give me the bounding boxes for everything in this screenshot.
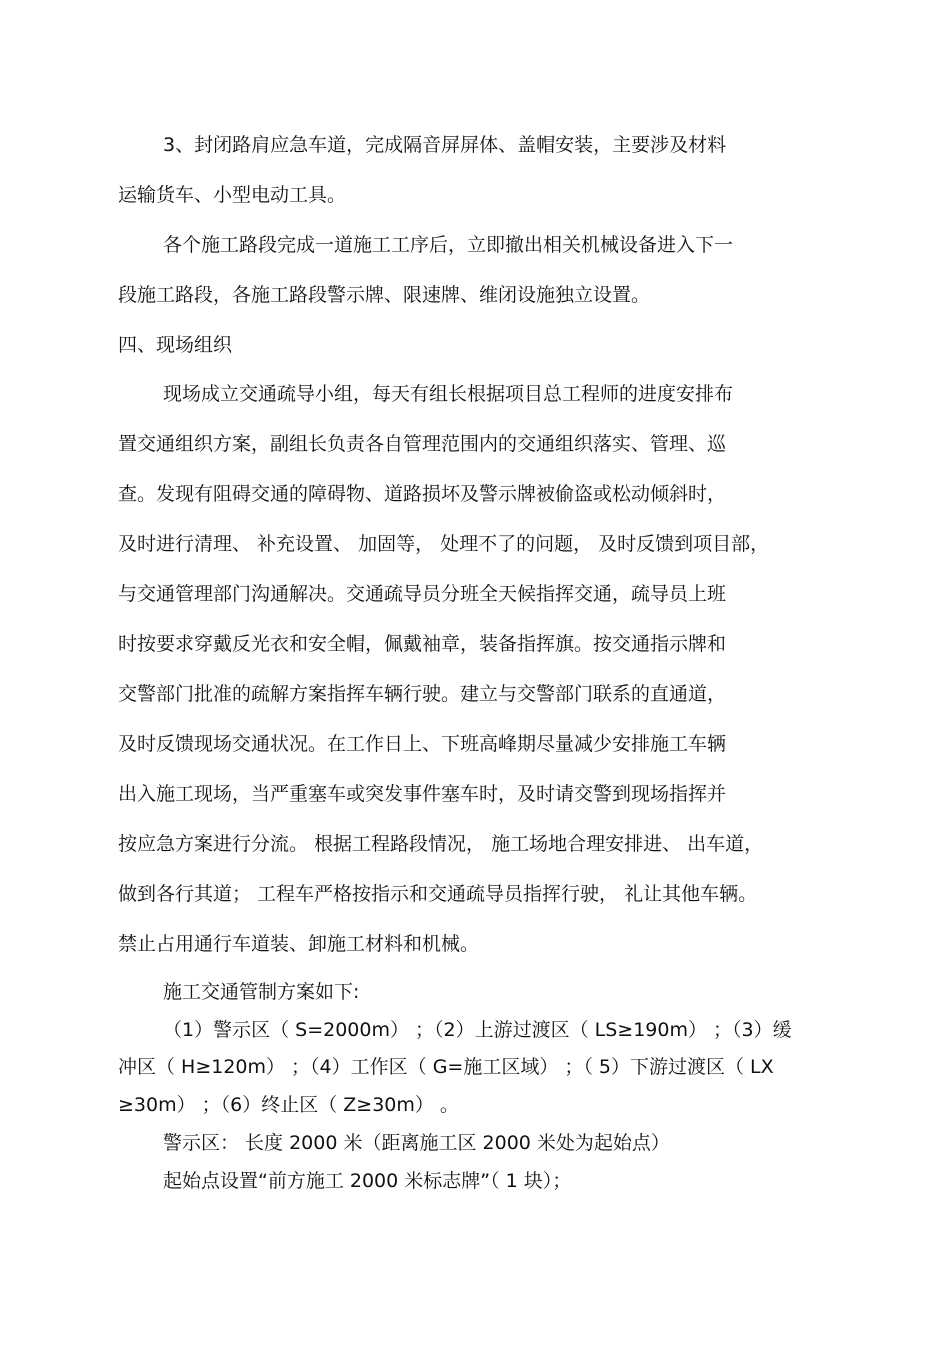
paragraph-line: 及时进行清理、 补充设置、 加固等， 处理不了的问题， 及时反馈到项目部， [118,533,770,555]
paragraph-line: 出入施工现场，当严重塞车或突发事件塞车时，及时请交警到现场指挥并 [118,783,727,805]
paragraph-line: 段施工路段，各施工路段警示牌、限速牌、维闭设施独立设置。 [118,284,651,306]
paragraph-line: ≥30m） ；（6）终止区（ Z≥30m） 。 [118,1094,459,1116]
paragraph-line: 3、封闭路肩应急车道，完成隔音屏屏体、盖帽安装，主要涉及材料 [163,134,727,156]
paragraph-line: 禁止占用通行车道装、卸施工材料和机械。 [118,933,480,955]
paragraph-line: 做到各行其道； 工程车严格按指示和交通疏导员指挥行驶， 礼让其他车辆。 [118,883,758,905]
paragraph-line: 各个施工路段完成一道施工工序后，立即撤出相关机械设备进入下一 [163,234,734,256]
paragraph-line: 运输货车、小型电动工具。 [118,184,347,206]
paragraph-line: 交警部门批准的疏解方案指挥车辆行驶。建立与交警部门联系的直通道， [118,683,727,705]
paragraph-line: 与交通管理部门沟通解决。交通疏导员分班全天候指挥交通，疏导员上班 [118,583,727,605]
paragraph-line: 施工交通管制方案如下: [163,981,360,1003]
paragraph-line: 置交通组织方案，副组长负责各自管理范围内的交通组织落实、管理、巡 [118,433,727,455]
paragraph-line: 时按要求穿戴反光衣和安全帽，佩戴袖章，装备指挥旗。按交通指示牌和 [118,633,727,655]
section-heading: 四、现场组织 [118,334,233,356]
paragraph-line: （1）警示区（ S=2000m） ；（2）上游过渡区（ LS≥190m） ；（3）缓 [163,1019,792,1041]
paragraph-line: 查。发现有阻碍交通的障碍物、道路损坏及警示牌被偷盗或松动倾斜时， [118,483,727,505]
paragraph-line: 冲区（ H≥120m） ；（4）工作区（ G=施工区域） ；（ 5）下游过渡区（ LX [118,1056,774,1078]
paragraph-line: 起始点设置“前方施工 2000 米标志牌”（ 1 块）； [163,1170,572,1192]
paragraph-line: 及时反馈现场交通状况。在工作日上、下班高峰期尽量减少安排施工车辆 [118,733,727,755]
paragraph-line: 按应急方案进行分流。 根据工程路段情况， 施工场地合理安排进、 出车道， [118,833,764,855]
paragraph-line: 警示区： 长度 2000 米（距离施工区 2000 米处为起始点） [163,1132,670,1154]
paragraph-line: 现场成立交通疏导小组，每天有组长根据项目总工程师的进度安排布 [163,383,734,405]
